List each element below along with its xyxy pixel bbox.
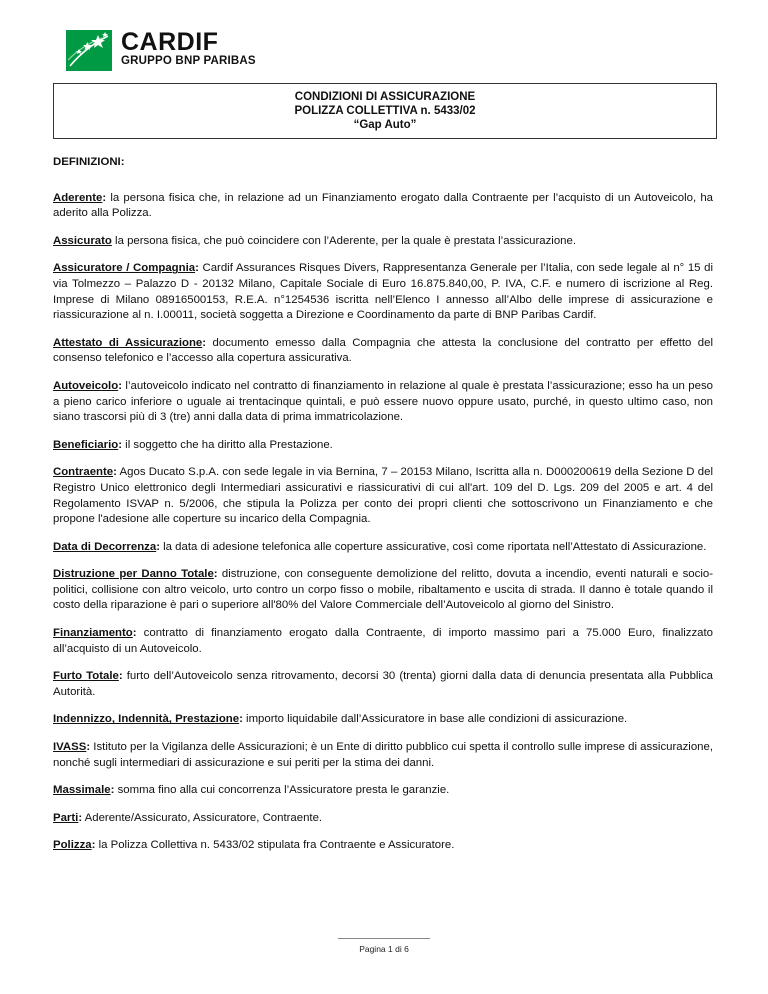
- definition-item: [53, 540, 713, 556]
- definition-separator: :: [78, 811, 83, 824]
- definition-separator: :: [118, 379, 122, 392]
- definition-text: contratto di finanziamento erogato dalla Contraente, di importo massimo pari a 75.000 Euro, finalizzato all’acquisto di un Autoveicolo.: [53, 627, 713, 655]
- definition-separator: :: [202, 336, 207, 349]
- definition-item: [53, 191, 713, 222]
- definition-separator: :: [213, 568, 218, 581]
- stars-flying-icon: [66, 30, 112, 71]
- definition-text: Agos Ducato S.p.A. con sede legale in via Bernina, 7 – 20153 Milano, Iscritta alla n. D000200619 della Sezione D del Registro Unico elettronico degli Intermediari assicurativi e riassicurativi di cui all'art. 109 del D. Lgs. 209 del 2005 e art. 4 del Regolamento ISVAP n. 5/2006, che stipula la Polizza per conto dei propri clienti che sottoscrivono un Finanziamento e che propone l'adesione alle coperture su incarico della Compagnia.: [53, 466, 713, 526]
- definition-separator: :: [118, 670, 123, 683]
- definition-item: [53, 838, 713, 854]
- definition-separator: :: [113, 466, 117, 479]
- title-line-2: POLIZZA COLLETTIVA n. 5433/02: [294, 105, 476, 117]
- logo-brand: CARDIF: [121, 28, 219, 56]
- definition-text: importo liquidabile dall’Assicuratore in base alle condizioni di assicurazione.: [242, 713, 628, 726]
- definition-term: Finanziamento: [53, 627, 133, 640]
- definition-term: Indennizzo, Indennità, Prestazione: [53, 713, 240, 726]
- definition-item: [53, 669, 713, 700]
- definition-text: l’autoveicolo indicato nel contratto di finanziamento in relazione al quale è prestata l’assicurazione; esso ha un peso a pieno carico inferiore o uguale ai trentacinque quintali, e può essere nuovo oppure usato, purché, in questo ultimo caso, non siano trascorsi più di 3 (tre) anni dalla data di prima immatricolazione.: [53, 379, 713, 424]
- definition-term: Beneficiario: [53, 438, 119, 451]
- definition-term: Distruzione per Danno Totale: [53, 568, 214, 581]
- definition-item: [53, 234, 713, 250]
- footer-divider: [338, 938, 430, 939]
- title-line-3: “Gap Auto”: [353, 119, 417, 131]
- page-number: Pagina 1 di 6: [359, 944, 409, 954]
- definition-separator: :: [195, 262, 199, 275]
- definition-item: [53, 465, 713, 527]
- definition-separator: :: [239, 713, 243, 726]
- definition-text: la persona fisica, che può coincidere con l’Aderente, per la quale è prestata l’assicurazione.: [111, 234, 576, 247]
- cardif-logo: [66, 30, 256, 72]
- definition-separator: :: [110, 784, 115, 797]
- definition-text: Istituto per la Vigilanza delle Assicurazioni; è un Ente di diritto pubblico cui spetta il controllo sulle imprese di assicurazione, nonché sugli intermediari di assicurazione e sui periti per la stima dei danni.: [53, 741, 713, 769]
- definition-item: [53, 567, 713, 614]
- definition-text: la persona fisica che, in relazione ad un Finanziamento erogato dalla Contraente per l’acquisto di un Autoveicolo, ha aderito alla Polizza.: [53, 191, 713, 220]
- definition-item: [53, 626, 713, 657]
- document-body: [53, 155, 713, 854]
- title-line-1: CONDIZIONI DI ASSICURAZIONE: [294, 91, 476, 103]
- logo-subtitle: GRUPPO BNP PARIBAS: [121, 55, 256, 67]
- definition-text: la Polizza Collettiva n. 5433/02 stipulata fra Contraente e Assicuratore.: [95, 839, 455, 852]
- definition-separator: :: [132, 627, 137, 640]
- definition-text: documento emesso dalla Compagnia che attesta la conclusione del contratto per effetto del consenso telefonico e l’accesso alla copertura assicurativa.: [53, 336, 713, 365]
- page-footer: [0, 938, 768, 954]
- definition-term: Aderente: [53, 191, 103, 204]
- title-box: [53, 83, 717, 139]
- definition-term: Assicuratore / Compagnia: [53, 262, 196, 275]
- definition-item: [53, 336, 713, 367]
- definition-term: IVASS: [53, 741, 87, 754]
- definition-separator: :: [156, 540, 160, 553]
- definition-separator: :: [91, 839, 96, 852]
- definition-term: Furto Totale: [53, 670, 119, 683]
- definition-term: Contraente: [53, 466, 114, 479]
- definition-text: il soggetto che ha diritto alla Prestazione.: [122, 438, 333, 451]
- definitions-list: [53, 191, 713, 854]
- definition-term: Massimale: [53, 784, 111, 797]
- definition-item: [53, 261, 713, 323]
- definition-text: somma fino alla cui concorrenza l’Assicuratore presta le garanzie.: [114, 784, 450, 797]
- definition-term: Attestato di Assicurazione: [53, 336, 203, 349]
- definition-item: [53, 712, 713, 728]
- definition-item: [53, 379, 713, 426]
- definition-text: Aderente/Assicurato, Assicuratore, Contraente.: [82, 811, 323, 824]
- definition-item: [53, 740, 713, 771]
- definition-separator: :: [102, 191, 107, 204]
- definition-text: la data di adesione telefonica alle coperture assicurative, così come riportata nell’Attestato di Assicurazione.: [159, 540, 707, 553]
- definition-text: furto dell’Autoveicolo senza ritrovamento, decorsi 30 (trenta) giorni dalla data di denuncia presentata alla Pubblica Autorità.: [53, 670, 713, 698]
- definition-separator: :: [118, 438, 122, 451]
- definition-text: Cardif Assurances Risques Divers, Rappresentanza Generale per l’Italia, con sede legale al n° 15 di via Tolmezzo – Palazzo D - 20132 Milano, Capitale Sociale di Euro 16.875.840,00, P. IVA, C.F. e numero di iscrizione al Reg. Imprese di Milano 08916500153, R.E.A. n°1254536 iscritta nell’Elenco I annesso all’Albo delle imprese di assicurazione e riassicurazione al n. I.00011, società soggetta a Direzione e Coordinamento da parte di BNP Paribas Cardif.: [53, 262, 713, 322]
- definition-term: Parti: [53, 811, 79, 824]
- definition-separator: :: [86, 741, 91, 754]
- definition-term: Assicurato: [53, 234, 112, 247]
- definition-term: Autoveicolo: [53, 379, 119, 392]
- definition-item: [53, 783, 713, 799]
- definition-item: [53, 438, 713, 454]
- definition-term: Polizza: [53, 839, 92, 852]
- definition-text: distruzione, con conseguente demolizione del relitto, dovuta a incendio, eventi naturali e socio-politici, collisione con altro veicolo, urto contro un corpo fisso o mobile, ribaltamento e uscita di strada. Il danno è totale quando il costo della riparazione è pari o superiore all'80% del Valore Commerciale dell’Autoveicolo al giorno del Sinistro.: [53, 568, 713, 612]
- definition-item: [53, 811, 713, 827]
- section-heading: DEFINIZIONI:: [53, 156, 125, 168]
- definition-term: Data di Decorrenza: [53, 540, 157, 553]
